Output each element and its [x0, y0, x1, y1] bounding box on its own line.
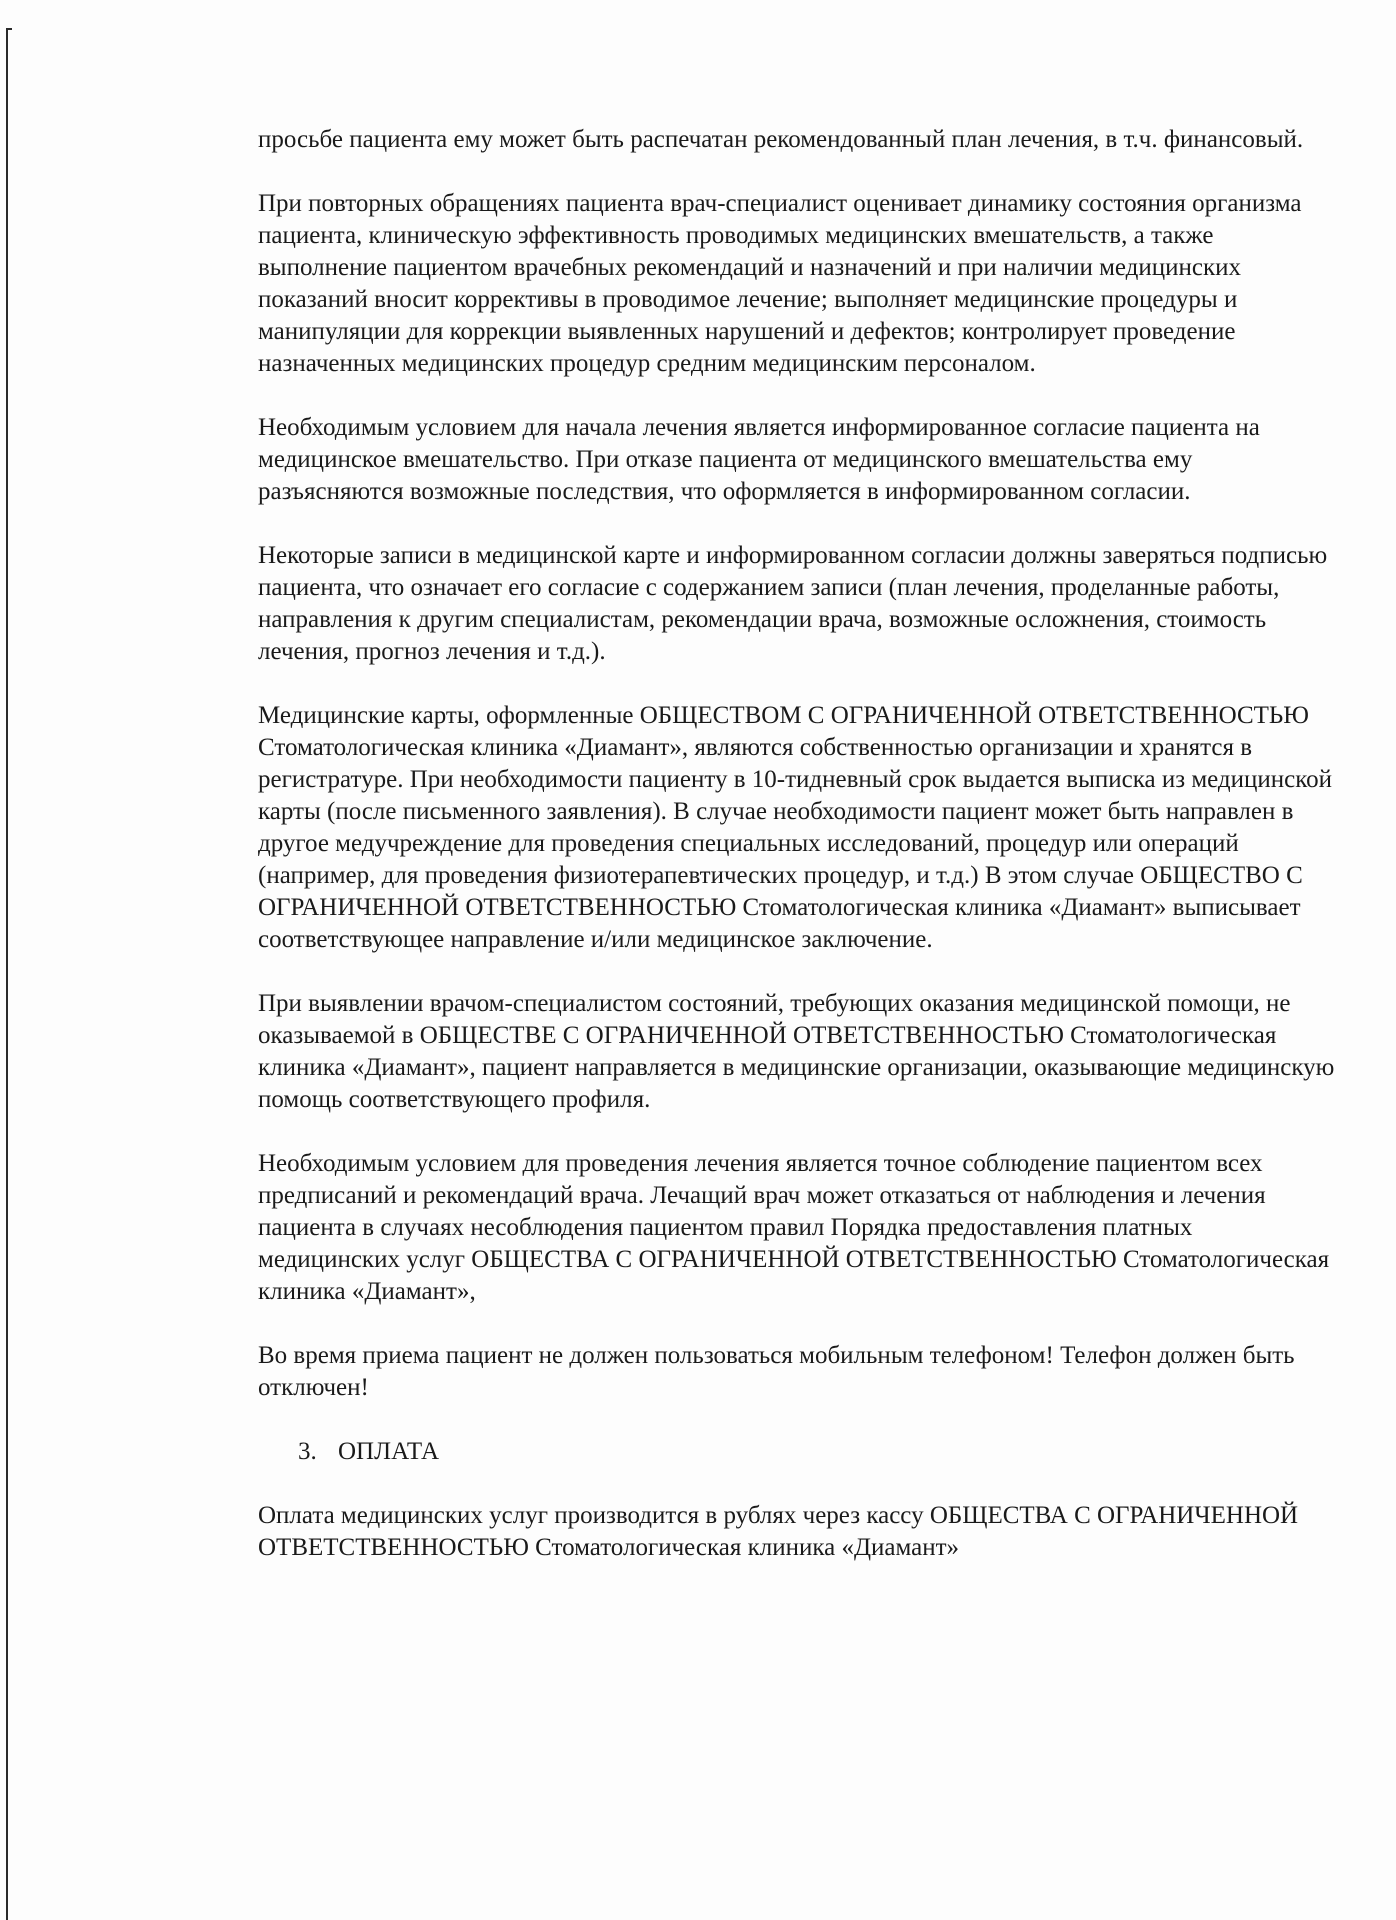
- paragraph-repeat-visits: При повторных обращениях пациента врач-специалист оценивает динамику состояния организма пациента, клиническую эффективность проводимых медицинских вмешательств, а также выполнение пациентом врачебных рекомендаций и назначений и при наличии медицинских показаний вносит коррективы в проводимое лечение; выполняет медицинские процедуры и манипуляции для коррекции выявленных нарушений и дефектов; контролирует проведение назначенных медицинских процедур средним медицинским персоналом.: [258, 190, 1302, 377]
- section-title: ОПЛАТА: [338, 1438, 440, 1465]
- paragraph-mobile-phone: Во время приема пациент не должен пользоваться мобильным телефоном! Телефон должен быть отключен!: [258, 1342, 1295, 1401]
- section-number: 3.: [298, 1438, 317, 1465]
- scan-border-line: [6, 30, 8, 1920]
- paragraph-payment: Оплата медицинских услуг производится в рублях через кассу ОБЩЕСТВА С ОГРАНИЧЕННОЙ ОТВЕТСТВЕННОСТЬЮ Стоматологическая клиника «Диамант»: [258, 1502, 1299, 1561]
- scan-border-corner: [6, 28, 12, 30]
- paragraph-compliance: Необходимым условием для проведения лечения является точное соблюдение пациентом всех предписаний и рекомендаций врача. Лечащий врач может отказаться от наблюдения и лечения пациента в случаях несоблюдения пациентом правил Порядка предоставления платных медицинских услуг ОБЩЕСТВА С ОГРАНИЧЕННОЙ ОТВЕТСТВЕННОСТЬЮ Стоматологическая клиника «Диамант»,: [258, 1150, 1330, 1305]
- paragraph-signatures: Некоторые записи в медицинской карте и информированном согласии должны заверяться подписью пациента, что означает его согласие с содержанием записи (план лечения, проделанные работы, направления к другим специалистам, рекомендации врача, возможные осложнения, стоимость лечения, прогноз лечения и т.д.).: [258, 542, 1328, 665]
- paragraph-medical-records: Медицинские карты, оформленные ОБЩЕСТВОМ С ОГРАНИЧЕННОЙ ОТВЕТСТВЕННОСТЬЮ Стоматологическая клиника «Диамант», являются собственностью организации и хранятся в регистратуре. При необходимости пациенту в 10-тидневный срок выдается выписка из медицинской карты (после письменного заявления). В случае необходимости пациент может быть направлен в другое медучреждение для проведения специальных исследований, процедур или операций (например, для проведения физиотерапевтических процедур, и т.д.) В этом случае ОБЩЕСТВО С ОГРАНИЧЕННОЙ ОТВЕТСТВЕННОСТЬЮ Стоматологическая клиника «Диамант» выписывает соответствующее направление и/или медицинское заключение.: [258, 702, 1333, 953]
- paragraph-referral: При выявлении врачом-специалистом состояний, требующих оказания медицинской помощи, не оказываемой в ОБЩЕСТВЕ С ОГРАНИЧЕННОЙ ОТВЕТСТВЕННОСТЬЮ Стоматологическая клиника «Диамант», пациент направляется в медицинские организации, оказывающие медицинскую помощь соответствующего профиля.: [258, 990, 1335, 1113]
- document-body: [258, 124, 1338, 1564]
- paragraph-treatment-plan: просьбе пациента ему может быть распечатан рекомендованный план лечения, в т.ч. финансовый.: [258, 126, 1304, 153]
- paragraph-informed-consent: Необходимым условием для начала лечения является информированное согласие пациента на медицинское вмешательство. При отказе пациента от медицинского вмешательства ему разъясняются возможные последствия, что оформляется в информированном согласии.: [258, 414, 1260, 505]
- section-heading-payment: [258, 1436, 1338, 1468]
